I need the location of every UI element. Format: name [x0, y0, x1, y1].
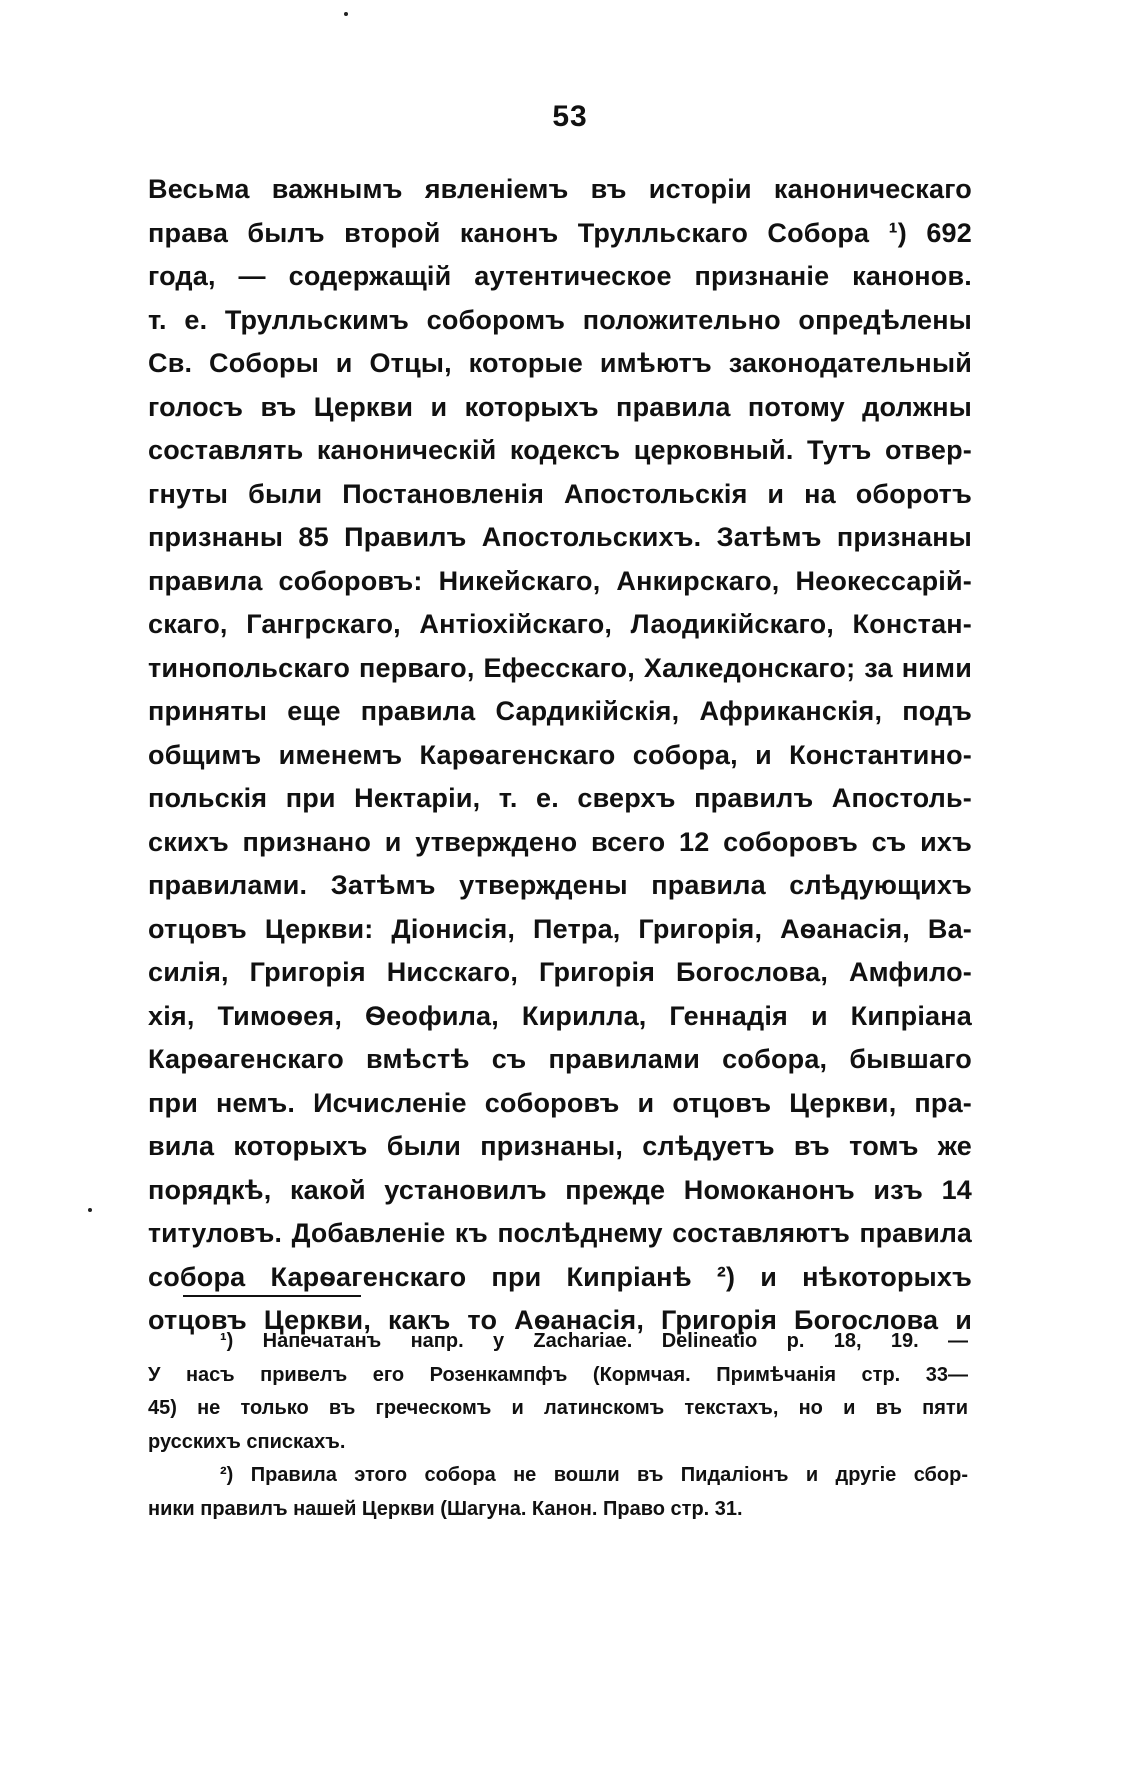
body-text [148, 168, 972, 1343]
body-line: отцовъ Церкви: Діонисія, Петра, Григорія, Аѳанасія, Ва- [148, 913, 972, 944]
body-line: голосъ въ Церкви и которыхъ правила потому должны [148, 391, 972, 422]
body-line: скаго, Гангрскаго, Антіохійскаго, Лаодикійскаго, Констан- [148, 609, 972, 639]
ink-speck-top [344, 12, 348, 16]
body-line: Карѳагенскаго вмѣстѣ съ правилами собора, бывшаго [148, 1044, 972, 1074]
footnote-line: русскихъ спискахъ. [148, 1430, 346, 1453]
body-line: года, — содержащій аутентическое признаніе канонов. [148, 261, 972, 291]
footnote-1 [148, 1325, 968, 1459]
footnote-2 [148, 1459, 968, 1526]
body-line: права былъ второй канонъ Трулльскаго Собора ¹) 692 [148, 217, 972, 248]
body-line: польскія при Нектаріи, т. е. сверхъ правилъ Апостоль- [148, 783, 972, 813]
body-line: собора Карѳагенскаго при Кипріанѣ ²) и нѣкоторыхъ [148, 1261, 972, 1292]
footnote-line: У насъ привелъ его Розенкампфъ (Кормчая. Примѣчанія стр. 33— [148, 1363, 968, 1386]
page-number: 53 [552, 100, 588, 133]
footnote-separator [183, 1295, 361, 1297]
body-line: порядкѣ, какой установилъ прежде Номоканонъ изъ 14 [148, 1174, 972, 1205]
body-line: силія, Григорія Нисскаго, Григорія Богослова, Амфило- [148, 957, 972, 987]
body-line: титуловъ. Добавленіе къ послѣднему составляютъ правила [148, 1218, 972, 1248]
body-line: гнуты были Постановленія Апостольскія и на оборотъ [148, 478, 972, 509]
body-line: хія, Тимоѳея, Ѳеофила, Кирилла, Геннадія и Кипріана [148, 1000, 972, 1031]
body-line: Св. Соборы и Отцы, которые имѣютъ законодательный [148, 348, 972, 378]
body-line: правилами. Затѣмъ утверждены правила слѣдующихъ [148, 870, 972, 900]
body-line: вила которыхъ были признаны, слѣдуетъ въ томъ же [148, 1131, 972, 1161]
body-line: приняты еще правила Сардикійскія, Африканскія, подъ [148, 696, 972, 726]
footnote-line: ²) Правила этого собора не вошли въ Пидаліонъ и другіе сбор- [220, 1464, 968, 1486]
body-line: отцовъ Церкви, какъ то Аѳанасія, Григорія Богослова и [148, 1305, 972, 1335]
body-line: составлять каноническій кодексъ церковный. Тутъ отвер- [148, 435, 972, 465]
footnotes [148, 1325, 968, 1526]
footnote-line: ¹) Напечатанъ напр. у Zachariae. Delineatio p. 18, 19. — [220, 1330, 968, 1352]
body-line: т. е. Трулльскимъ соборомъ положительно опредѣлены [148, 304, 972, 335]
body-line: скихъ признано и утверждено всего 12 соборовъ съ ихъ [148, 826, 972, 857]
body-line: правила соборовъ: Никейскаго, Анкирскаго, Неокессарій- [148, 565, 972, 596]
ink-speck-margin [88, 1208, 92, 1212]
body-line: признаны 85 Правилъ Апостольскихъ. Затѣмъ признаны [148, 522, 972, 552]
body-line: Весьма важнымъ явленіемъ въ исторіи каноническаго [148, 174, 972, 204]
body-line: общимъ именемъ Карѳагенскаго собора, и Константино- [148, 739, 972, 770]
body-line: при немъ. Исчисленіе соборовъ и отцовъ Церкви, пра- [148, 1087, 972, 1118]
footnote-line: 45) не только въ греческомъ и латинскомъ текстахъ, но и въ пяти [148, 1397, 968, 1419]
footnote-line: ники правилъ нашей Церкви (Шагуна. Канон. Право стр. 31. [148, 1497, 743, 1520]
body-line: тинопольскаго перваго, Ефесскаго, Халкедонскаго; за ними [148, 652, 972, 683]
